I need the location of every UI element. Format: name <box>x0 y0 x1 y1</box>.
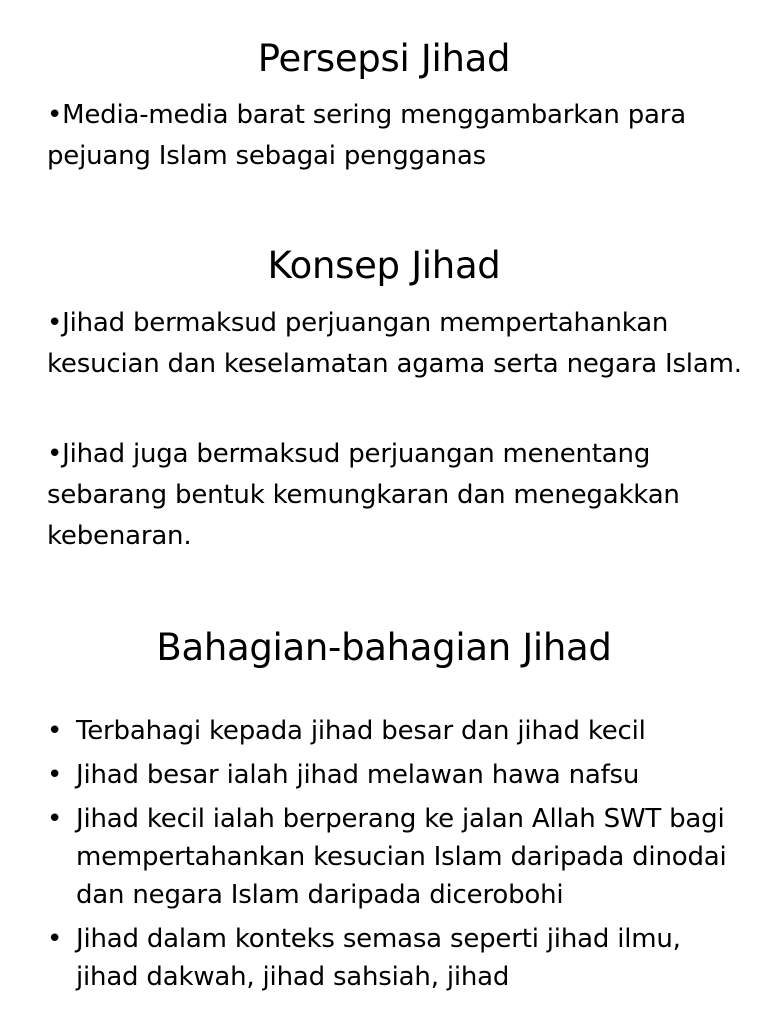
bullet-list-bahagian-jihad <box>47 712 737 1002</box>
bullet-icon: • <box>47 760 63 790</box>
section-title-bahagian-jihad: Bahagian-bahagian Jihad <box>156 626 612 669</box>
paragraph-jihad-menentang: •Jihad juga bermaksud perjuangan menentang sebarang bentuk kemungkaran dan menegakkan kebenaran. <box>47 439 680 551</box>
section-title-persepsi-jihad: Persepsi Jihad <box>257 37 511 80</box>
list-item <box>47 712 737 750</box>
bullet-icon: • <box>47 924 63 954</box>
list-item <box>47 800 737 914</box>
list-item-text: Jihad dalam konteks semasa seperti jihad ilmu, jihad dakwah, jihad sahsiah, jihad <box>76 924 681 992</box>
list-item <box>47 920 737 996</box>
list-item <box>47 756 737 794</box>
list-item-text: Terbahagi kepada jihad besar dan jihad kecil <box>76 716 646 746</box>
bullet-icon: • <box>47 804 63 834</box>
paragraph-media-barat: •Media-media barat sering menggambarkan para pejuang Islam sebagai pengganas <box>47 100 687 171</box>
list-item-text: Jihad besar ialah jihad melawan hawa nafsu <box>76 760 640 790</box>
section-title-konsep-jihad: Konsep Jihad <box>267 244 501 287</box>
list-item-text: Jihad kecil ialah berperang ke jalan Allah SWT bagi mempertahankan kesucian Islam daripada dinodai dan negara Islam daripada dicerobohi <box>76 804 727 910</box>
bullet-icon: • <box>47 716 63 746</box>
paragraph-jihad-definition: •Jihad bermaksud perjuangan mempertahankan kesucian dan keselamatan agama serta negara Islam. <box>47 308 742 379</box>
